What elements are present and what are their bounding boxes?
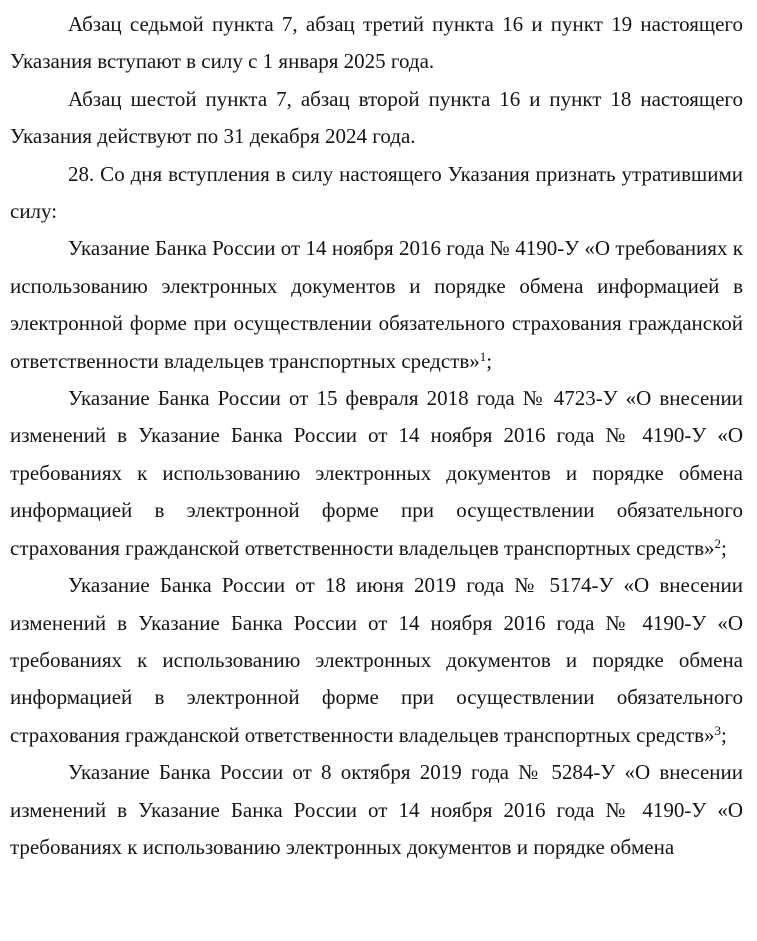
footnote-ref-2: 2 <box>714 535 722 551</box>
paragraph-text: Указание Банка России от 18 июня 2019 года № 5174-У «О внесении изменений в Указание Банка России от 14 ноября 2016 года № 4190-У «О требованиях к использованию электронных документов и порядке обмена информацией в электронной форме при осуществлении обязательного страхования гражданской ответственности владельцев транспортных средств» <box>10 573 743 747</box>
paragraph-text: Указание Банка России от 14 ноября 2016 года № 4190-У «О требованиях к использованию электронных документов и порядке обмена информацией в электронной форме при осуществлении обязательного страхования гражданской ответственности владельцев транспортных средств» <box>10 236 743 373</box>
paragraph-text: 28. Со дня вступления в силу настоящего Указания признать утратившими силу: <box>10 161 743 224</box>
paragraph-effective-date-2025 <box>10 6 743 81</box>
paragraph-directive-5284 <box>10 754 743 866</box>
paragraph-text: Указание Банка России от 8 октября 2019 года № 5284-У «О внесении изменений в Указание Банка России от 14 ноября 2016 года № 4190-У «О требованиях к использованию электронных документов и порядке обмена <box>10 760 743 859</box>
footnote-ref-1: 1 <box>479 348 487 364</box>
paragraph-valid-until-2024 <box>10 81 743 156</box>
paragraph-text: Указание Банка России от 15 февраля 2018 года № 4723-У «О внесении изменений в Указание Банка России от 14 ноября 2016 года № 4190-У «О требованиях к использованию электронных документов и порядке обмена информацией в электронной форме при осуществлении обязательного страхования гражданской ответственности владельцев транспортных средств» <box>10 386 743 560</box>
paragraph-item-28 <box>10 156 743 231</box>
paragraph-directive-5174 <box>10 567 743 754</box>
paragraph-text: Абзац седьмой пункта 7, абзац третий пункта 16 и пункт 19 настоящего Указания вступают в силу с 1 января 2025 года. <box>10 12 743 74</box>
footnote-ref-3: 3 <box>714 722 722 738</box>
paragraph-text: Абзац шестой пункта 7, абзац второй пункта 16 и пункт 18 настоящего Указания действуют по 31 декабря 2024 года. <box>10 86 743 149</box>
paragraph-tail: ; <box>721 722 727 747</box>
paragraph-tail: ; <box>721 535 727 560</box>
paragraph-tail: ; <box>486 348 493 373</box>
paragraph-directive-4190 <box>10 230 743 380</box>
paragraph-directive-4723 <box>10 380 743 567</box>
